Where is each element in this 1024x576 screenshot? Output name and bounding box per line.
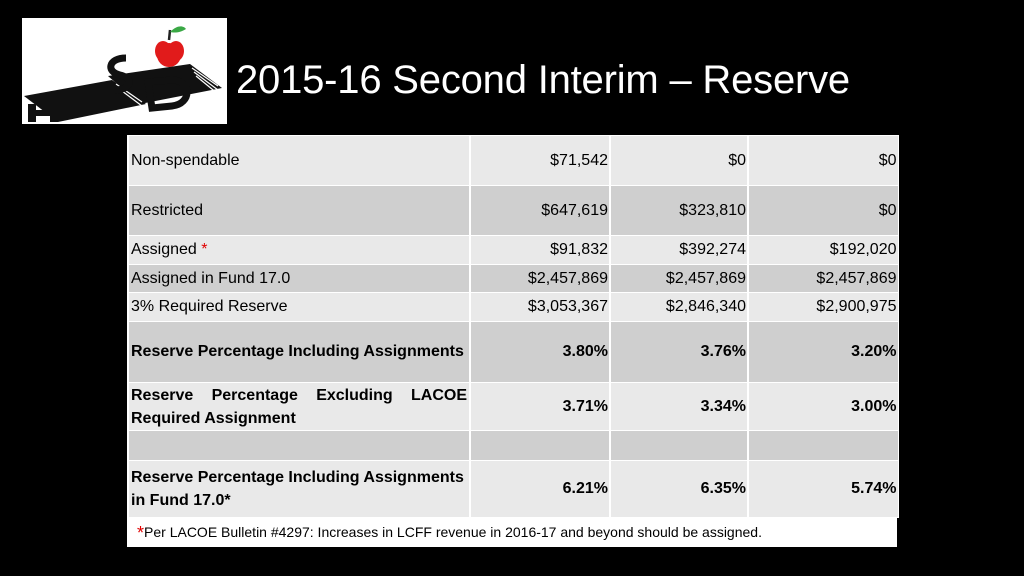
footnote	[127, 517, 897, 547]
cell-value: $2,457,869	[470, 265, 610, 293]
cell-value	[470, 431, 610, 461]
table-row-reserve-excl-lacoe	[128, 383, 898, 431]
cell-value: $323,810	[610, 186, 748, 236]
cell-value: $2,457,869	[610, 265, 748, 293]
cell-value: 6.35%	[610, 461, 748, 518]
cell-value: $647,619	[470, 186, 610, 236]
cell-value	[610, 431, 748, 461]
table-row-reserve-incl-fund17	[128, 461, 898, 518]
page-title: 2015-16 Second Interim – Reserve	[236, 58, 850, 102]
cell-value: $2,457,869	[748, 265, 898, 293]
cell-value: 3.71%	[470, 383, 610, 431]
cell-value: $0	[748, 136, 898, 186]
row-label: Reserve Percentage Including Assignments in Fund 17.0*	[128, 461, 470, 518]
table-row-nonspendable	[128, 136, 898, 186]
school-logo	[22, 18, 227, 124]
row-label: Reserve Percentage Excluding LACOE Required Assignment	[128, 383, 470, 431]
cell-value: 3.00%	[748, 383, 898, 431]
row-label: Assigned in Fund 17.0	[128, 265, 470, 293]
row-label	[128, 431, 470, 461]
row-label-cell	[128, 236, 470, 265]
cell-value: $2,900,975	[748, 293, 898, 322]
cell-value: 3.20%	[748, 322, 898, 383]
cell-value: $0	[610, 136, 748, 186]
table-row-reserve-incl-assignments	[128, 322, 898, 383]
row-label: Non-spendable	[128, 136, 470, 186]
row-label: 3% Required Reserve	[128, 293, 470, 322]
table-row-assigned	[128, 236, 898, 265]
footnote-asterisk: *	[137, 523, 145, 543]
cell-value: $0	[748, 186, 898, 236]
reserve-table	[127, 135, 899, 518]
table-row-required-reserve	[128, 293, 898, 322]
table-row-spacer	[128, 431, 898, 461]
cell-value: $71,542	[470, 136, 610, 186]
table-row-assigned-fund17	[128, 265, 898, 293]
cell-value	[748, 431, 898, 461]
books-apple-icon	[22, 18, 227, 124]
cell-value: 3.76%	[610, 322, 748, 383]
row-label: Reserve Percentage Including Assignments	[128, 322, 470, 383]
cell-value: $2,846,340	[610, 293, 748, 322]
cell-value: 6.21%	[470, 461, 610, 518]
row-label: Assigned	[131, 241, 197, 258]
cell-value: 5.74%	[748, 461, 898, 518]
cell-value: 3.34%	[610, 383, 748, 431]
cell-value: 3.80%	[470, 322, 610, 383]
asterisk-marker: *	[201, 241, 208, 258]
cell-value: $192,020	[748, 236, 898, 265]
row-label: Restricted	[128, 186, 470, 236]
table-row-restricted	[128, 186, 898, 236]
cell-value: $91,832	[470, 236, 610, 265]
cell-value: $3,053,367	[470, 293, 610, 322]
cell-value: $392,274	[610, 236, 748, 265]
footnote-text: Per LACOE Bulletin #4297: Increases in LCFF revenue in 2016-17 and beyond should be assigned.	[144, 524, 762, 540]
